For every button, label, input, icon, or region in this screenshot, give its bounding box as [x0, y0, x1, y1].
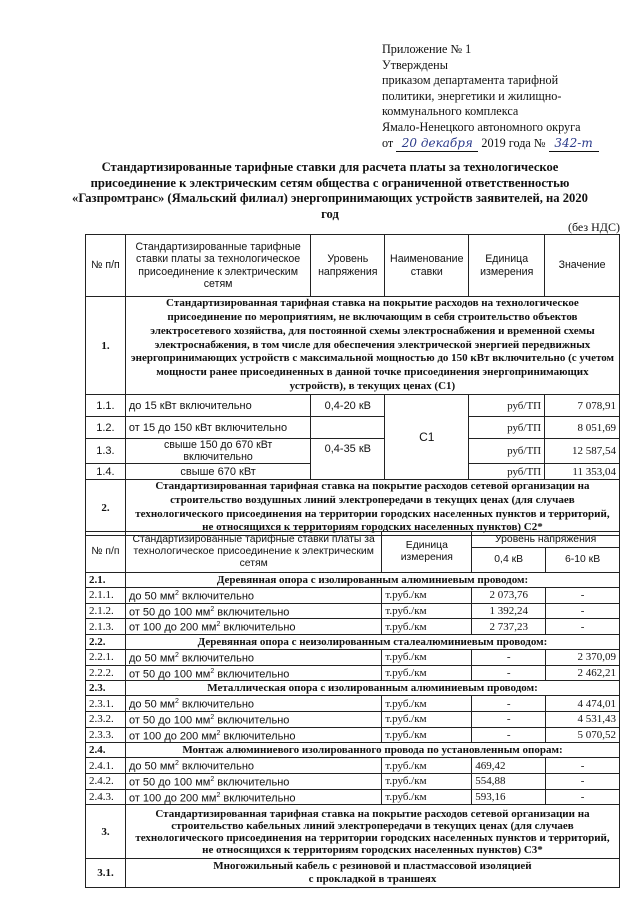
row-value: 11 353,04 — [545, 464, 620, 480]
header-cell: Наименование ставки — [385, 235, 469, 297]
row-unit: т.руб./км — [382, 603, 472, 619]
row-voltage: 0,4-35 кВ — [311, 439, 385, 480]
document-title: Стандартизированные тарифные ставки для расчета платы за технологическое присоединение к электрическим сетям общества с ограниченной ответственностью «Газпромтранс» (Ямальский филиал) энергопринимающих устройств заявителей, на 2020 год — [72, 160, 588, 221]
header-cell: Стандартизированные тарифные ставки платы за технологическое присоединение к электрическим сетям — [125, 235, 310, 297]
row-number: 2.1.2. — [86, 603, 126, 619]
row-value-04: 593,16 — [472, 789, 546, 805]
superscript: 2 — [210, 667, 215, 675]
row-voltage: 0,4-20 кВ — [311, 395, 385, 417]
row-unit: руб/ТП — [469, 395, 545, 417]
row-unit: т.руб./км — [382, 711, 472, 727]
row-name-suffix: включительно — [214, 668, 290, 681]
row-value-610: 5 070,52 — [546, 727, 620, 743]
row-value-04: 554,88 — [472, 773, 546, 789]
row-name-suffix: включительно — [214, 776, 290, 789]
row-name-text: от 50 до 100 мм — [128, 668, 211, 681]
table-row — [86, 395, 620, 417]
section-number: 2. — [86, 480, 126, 536]
row-number: 1.2. — [86, 417, 126, 439]
row-name: от 15 до 150 кВт включительно — [125, 417, 310, 439]
table-header-row — [86, 235, 620, 297]
row-name-suffix: включительно — [178, 652, 255, 665]
superscript: 2 — [174, 698, 179, 706]
table-row — [86, 665, 620, 681]
table-row — [86, 758, 620, 774]
group-number: 3.1. — [86, 859, 126, 888]
header-cell: Стандартизированные тарифные ставки платы за технологическое присоединение к электрическим сетям — [125, 532, 381, 573]
row-name — [125, 696, 381, 712]
row-unit: т.руб./км — [382, 789, 472, 805]
table-row — [86, 603, 620, 619]
row-value-610: - — [546, 789, 620, 805]
table-row — [86, 439, 620, 464]
row-unit: т.руб./км — [382, 773, 472, 789]
header-cell: № п/п — [86, 235, 126, 297]
row-name-suffix: включительно — [220, 730, 296, 743]
table-row — [86, 649, 620, 665]
row-unit: т.руб./км — [382, 588, 472, 604]
approval-line: Утверждены — [382, 57, 448, 72]
row-number: 2.4.1. — [86, 758, 126, 774]
superscript: 2 — [174, 590, 179, 597]
header-cell: № п/п — [86, 532, 126, 573]
row-value-610: 4 531,43 — [546, 711, 620, 727]
group-title: Деревянная опора с неизолированным сталеалюминиевым проводом: — [125, 634, 619, 649]
approval-line: приказом департамента тарифной — [382, 73, 559, 88]
year-text: 2019 года № — [481, 135, 546, 150]
section-row — [86, 297, 620, 395]
header-cell: 6-10 кВ — [546, 548, 620, 573]
header-cell: Уровень напряжения — [311, 235, 385, 297]
row-number: 2.4.2. — [86, 773, 126, 789]
date-prefix: от — [382, 135, 394, 150]
row-name-suffix: включительно — [178, 590, 255, 603]
row-value-04: 2 737,23 — [472, 619, 546, 635]
row-name-text: от 50 до 100 мм — [128, 776, 211, 789]
table-row — [86, 789, 620, 805]
tariff-table-1 — [85, 234, 620, 536]
row-value-04: - — [472, 665, 546, 681]
row-unit: т.руб./км — [382, 696, 472, 712]
row-name — [125, 711, 381, 727]
row-number: 2.3.1. — [86, 696, 126, 712]
row-unit: руб/ТП — [469, 417, 545, 439]
row-name: свыше 670 кВт — [125, 464, 310, 480]
row-name-suffix: включительно — [220, 792, 296, 805]
vat-note: (без НДС) — [567, 220, 620, 234]
superscript: 2 — [174, 760, 179, 768]
row-value-610: 2 370,09 — [546, 649, 620, 665]
superscript: 2 — [216, 621, 221, 629]
row-value-04: - — [472, 727, 546, 743]
row-number: 1.4. — [86, 464, 126, 480]
row-number: 2.3.3. — [86, 727, 126, 743]
header-cell: Единица измерения — [382, 532, 472, 573]
row-name-text: от 100 до 200 мм — [128, 792, 217, 805]
table-row — [86, 619, 620, 635]
row-unit: т.руб./км — [382, 758, 472, 774]
row-value: 8 051,69 — [545, 417, 620, 439]
row-value: 7 078,91 — [545, 395, 620, 417]
rate-name: С1 — [385, 395, 469, 480]
row-name-suffix: включительно — [214, 714, 290, 727]
section-description: Стандартизированная тарифная ставка на покрытие расходов сетевой организации на строительство кабельных линий электропередачи в текущих ценах (для случаев технологического присоединения на территории городских населенных пунктов и территорий, не относящихся к территориям городских населенных пунктов) С3* — [125, 805, 619, 859]
row-value-04: 2 073,76 — [472, 588, 546, 604]
handwritten-number: 342-т — [549, 136, 599, 153]
row-name — [125, 619, 381, 635]
table-row — [86, 711, 620, 727]
row-number: 2.1.3. — [86, 619, 126, 635]
superscript: 2 — [210, 605, 215, 613]
superscript: 2 — [210, 775, 215, 783]
row-name-text: от 100 до 200 мм — [128, 621, 217, 634]
row-name — [125, 649, 381, 665]
row-value-04: - — [472, 711, 546, 727]
group-number: 2.2. — [86, 634, 126, 649]
row-name: свыше 150 до 670 кВт включительно — [125, 439, 310, 464]
group-number: 2.1. — [86, 573, 126, 588]
table-row — [86, 727, 620, 743]
group-title: Монтаж алюминиевого изолированного провода по установленным опорам: — [125, 743, 619, 758]
row-number: 2.4.3. — [86, 789, 126, 805]
group-row — [86, 743, 620, 758]
section-number: 3. — [86, 805, 126, 859]
section-row — [86, 480, 620, 536]
table-header-row — [86, 532, 620, 548]
row-number: 2.1.1. — [86, 588, 126, 604]
approval-date-line — [382, 136, 622, 153]
group-row — [86, 573, 620, 588]
row-value-610: - — [546, 588, 620, 604]
group-number: 2.4. — [86, 743, 126, 758]
row-unit: руб/ТП — [469, 439, 545, 464]
row-name-suffix: включительно — [214, 606, 290, 619]
row-number: 2.2.1. — [86, 649, 126, 665]
row-name-text: от 50 до 100 мм — [128, 606, 211, 619]
section-row — [86, 805, 620, 859]
row-number: 2.3.2. — [86, 711, 126, 727]
row-value-04: - — [472, 696, 546, 712]
row-number: 2.2.2. — [86, 665, 126, 681]
row-value-04: - — [472, 649, 546, 665]
group-title: Деревянная опора с изолированным алюминиевым проводом: — [125, 573, 619, 588]
row-name-text: от 100 до 200 мм — [128, 730, 217, 743]
row-name-suffix: включительно — [178, 698, 255, 711]
superscript: 2 — [210, 713, 215, 721]
row-name: до 15 кВт включительно — [125, 395, 310, 417]
row-unit: т.руб./км — [382, 665, 472, 681]
row-value-04: 1 392,24 — [472, 603, 546, 619]
handwritten-date: 20 декабря — [396, 136, 478, 153]
row-value-04: 469,42 — [472, 758, 546, 774]
header-cell: Значение — [545, 235, 620, 297]
row-unit: руб/ТП — [469, 464, 545, 480]
section-description: Стандартизированная тарифная ставка на покрытие расходов сетевой организации на строительство воздушных линий электропередачи в текущих ценах (для случаев технологического присоединения на территории городских населенных пунктов и территорий, не относящихся к территориям городских населенных пунктов) С2* — [125, 480, 619, 536]
section-number: 1. — [86, 297, 126, 395]
header-cell: Единица измерения — [469, 235, 545, 297]
table-row — [86, 588, 620, 604]
row-name-text: до 50 мм — [128, 760, 175, 773]
row-unit: т.руб./км — [382, 649, 472, 665]
tariff-table-2 — [85, 531, 620, 888]
row-unit: т.руб./км — [382, 727, 472, 743]
table-row — [86, 696, 620, 712]
approval-line: коммунального комплекса — [382, 104, 519, 119]
row-value-610: - — [546, 619, 620, 635]
group-title-line: с прокладкой в траншеях — [308, 873, 437, 886]
row-name-text: до 50 мм — [128, 590, 175, 603]
group-row — [86, 681, 620, 696]
group-title — [125, 859, 619, 888]
row-name — [125, 665, 381, 681]
row-name-text: до 50 мм — [128, 698, 175, 711]
row-name — [125, 789, 381, 805]
header-cell: Уровень напряжения — [472, 532, 620, 548]
row-value-610: - — [546, 773, 620, 789]
superscript: 2 — [216, 729, 221, 737]
row-name — [125, 758, 381, 774]
row-name-suffix: включительно — [220, 621, 296, 634]
row-name-text: до 50 мм — [128, 652, 175, 665]
approval-line: Ямало-Ненецкого автономного округа — [382, 119, 581, 134]
approval-block — [382, 42, 622, 152]
row-voltage — [311, 417, 385, 439]
row-value-610: - — [546, 758, 620, 774]
section-description: Стандартизированная тарифная ставка на покрытие расходов на технологическое присоединение по мероприятиям, не включающим в себя строительство объектов электросетевого хозяйства, для постоянной схемы электроснабжения и временной схемы электроснабжения, в том числе для обеспечения электрической энергией передвижных энергопринимающих устройств с максимальной мощностью до 150 кВт включительно (с учетом мощности ранее присоединенных в данной точке присоединения энергопринимающих устройств), в текущих ценах (С1) — [125, 297, 619, 395]
appendix-number: Приложение № 1 — [382, 42, 472, 56]
group-number: 2.3. — [86, 681, 126, 696]
group-title-line: Многожильный кабель с резиновой и пластмассовой изоляцией — [213, 860, 532, 873]
row-unit: т.руб./км — [382, 619, 472, 635]
superscript: 2 — [174, 651, 179, 659]
superscript: 2 — [216, 791, 221, 799]
row-name — [125, 773, 381, 789]
row-name — [125, 588, 381, 604]
row-number: 1.1. — [86, 395, 126, 417]
row-name — [125, 603, 381, 619]
group-row — [86, 634, 620, 649]
row-value: 12 587,54 — [545, 439, 620, 464]
row-number: 1.3. — [86, 439, 126, 464]
row-name-text: от 50 до 100 мм — [128, 714, 211, 727]
group-row — [86, 859, 620, 888]
row-value-610: 2 462,21 — [546, 665, 620, 681]
row-name-suffix: включительно — [178, 760, 255, 773]
header-cell: 0,4 кВ — [472, 548, 546, 573]
row-value-610: - — [546, 603, 620, 619]
approval-line: политики, энергетики и жилищно- — [382, 88, 562, 103]
row-value-610: 4 474,01 — [546, 696, 620, 712]
table-row — [86, 773, 620, 789]
table-row — [86, 417, 620, 439]
row-name — [125, 727, 381, 743]
group-title: Металлическая опора с изолированным алюминиевым проводом: — [125, 681, 619, 696]
